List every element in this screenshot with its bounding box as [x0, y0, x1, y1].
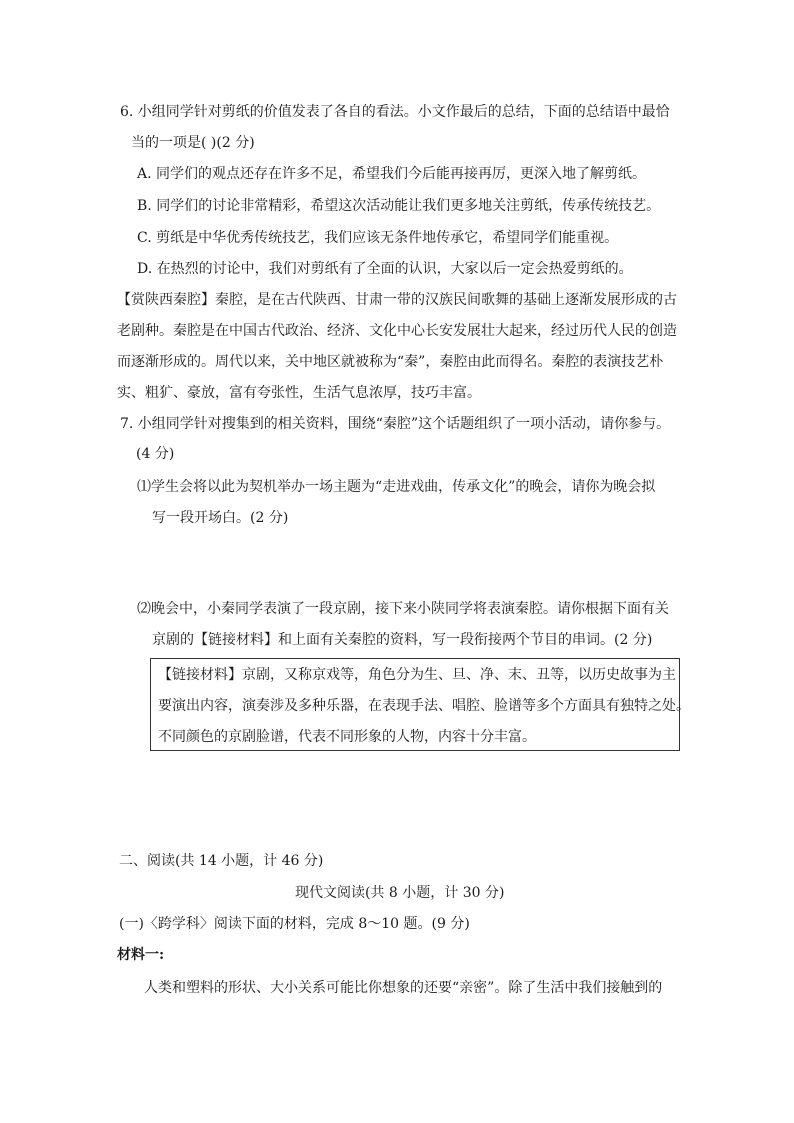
q6-option-c: C. 剪纸是中华优秀传统技艺，我们应该无条件地传承它，希望同学们能重视。: [137, 230, 619, 246]
q7-sub1-line2: 写一段开场白。(2 分): [152, 510, 289, 526]
q7-sub2-line2: 京剧的【链接材料】和上面有关秦腔的资料，写一段衔接两个节目的串词。(2 分): [152, 632, 653, 648]
material-one-label: 材料一:: [117, 947, 165, 963]
q6-option-a: A. 同学们的观点还存在许多不足，希望我们今后能再接再厉，更深入地了解剪纸。: [137, 166, 647, 182]
qinqiang-line4: 实、粗犷、豪放，富有夸张性，生活气息浓厚，技巧丰富。: [117, 385, 481, 401]
reading-subsection-title: 现代文阅读(共 8 小题，计 30 分): [295, 885, 505, 901]
qinqiang-line3: 而逐渐形成的。周代以来，关中地区就被称为“秦”，秦腔由此而得名。秦腔的表演技艺朴: [117, 354, 664, 370]
q7-sub2-line1: ⑵晚会中，小秦同学表演了一段京剧，接下来小陕同学将表演秦腔。请你根据下面有关: [137, 601, 669, 617]
qinqiang-line2: 老剧种。秦腔是在中国古代政治、经济、文化中心长安发展壮大起来，经过历代人民的创造: [117, 323, 677, 339]
link-material-line1: 【链接材料】京剧，又称京戏等，角色分为生、旦、净、末、丑等，以历史故事为主: [158, 667, 676, 683]
q6-option-d: D. 在热烈的讨论中，我们对剪纸有了全面的认识，大家以后一定会热爱剪纸的。: [137, 261, 633, 277]
q6-stem-line1: 6. 小组同学针对剪纸的价值发表了各自的看法。小文作最后的总结，下面的总结语中最恰: [120, 104, 670, 120]
link-material-line3: 不同颜色的京剧脸谱，代表不同形象的人物，内容十分丰富。: [158, 729, 536, 745]
q6-option-b: B. 同学们的讨论非常精彩，希望这次活动能让我们更多地关注剪纸，传承传统技艺。: [137, 198, 661, 214]
link-material-line2: 要演出内容，演奏涉及多种乐器，在表现手法、唱腔、脸谱等多个方面具有独特之处。: [158, 698, 690, 714]
qinqiang-line1: 【赏陕西秦腔】秦腔，是在古代陕西、甘肃一带的汉族民间歌舞的基础上逐渐发展形成的古: [117, 292, 677, 308]
q7-sub1-line1: ⑴学生会将以此为契机举办一场主题为“走进戏曲，传承文化”的晚会，请你为晚会拟: [137, 479, 656, 495]
reading-part1-instruction: (一)〈跨学科〉阅读下面的材料，完成 8～10 题。(9 分): [119, 916, 470, 932]
q6-stem-line2: 当的一项是( )(2 分): [131, 135, 255, 151]
material-one-text: 人类和塑料的形状、大小关系可能比你想象的还要“亲密”。除了生活中我们接触到的: [144, 980, 663, 996]
reading-section-title: 二、阅读(共 14 小题，计 46 分): [119, 853, 324, 869]
q7-stem-line2: (4 分): [136, 446, 175, 462]
q7-stem-line1: 7. 小组同学针对搜集到的相关资料，围绕“秦腔”这个话题组织了一项小活动，请你参与。: [120, 416, 671, 432]
